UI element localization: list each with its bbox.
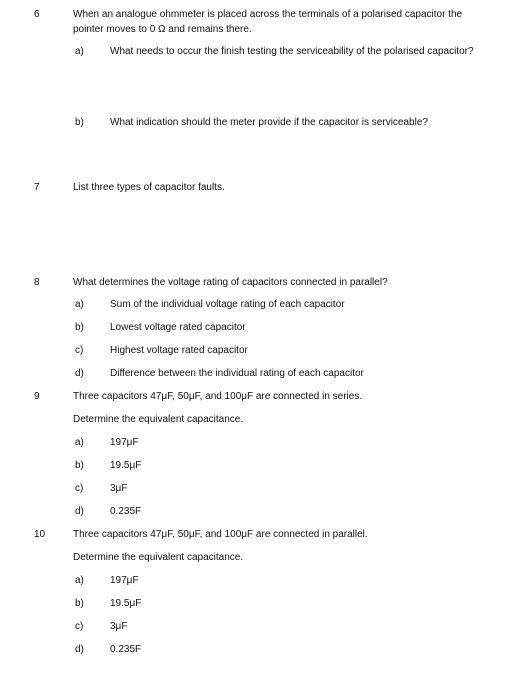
- part-letter: b): [75, 117, 84, 128]
- option-text: Difference between the individual rating of each capacitor: [110, 368, 364, 379]
- option-letter: b): [75, 460, 84, 471]
- question-stem-line: List three types of capacitor faults.: [73, 182, 225, 193]
- option-text: 3μF: [110, 483, 128, 494]
- option-letter: d): [75, 644, 84, 655]
- question-stem-line: When an analogue ohmmeter is placed across the terminals of a polarised capacitor the: [73, 9, 463, 20]
- part-letter: a): [75, 46, 84, 57]
- option-letter: d): [75, 368, 84, 379]
- option-letter: a): [75, 575, 84, 586]
- option-letter: b): [75, 598, 84, 609]
- option-letter: a): [75, 299, 84, 310]
- question-number: 6: [34, 9, 40, 20]
- option-text: Lowest voltage rated capacitor: [110, 322, 246, 333]
- question-number: 7: [34, 182, 40, 193]
- part-text: What indication should the meter provide if the capacitor is serviceable?: [110, 117, 428, 128]
- question-number: 8: [34, 277, 40, 288]
- option-letter: b): [75, 322, 84, 333]
- option-text: 19.5μF: [110, 460, 142, 471]
- option-text: 0.235F: [110, 506, 142, 517]
- option-text: 19.5μF: [110, 598, 142, 609]
- option-text: Sum of the individual voltage rating of each capacitor: [110, 299, 345, 310]
- option-letter: d): [75, 506, 84, 517]
- question-stem-line: pointer moves to 0 Ω and remains there.: [73, 24, 252, 35]
- question-stem-line: Determine the equivalent capacitance.: [73, 414, 244, 425]
- option-letter: a): [75, 437, 84, 448]
- option-text: Highest voltage rated capacitor: [110, 345, 248, 356]
- question-number: 10: [34, 529, 46, 540]
- option-letter: c): [75, 483, 84, 494]
- question-stem-line: Three capacitors 47μF, 50μF, and 100μF are connected in series.: [73, 391, 363, 402]
- question-stem-line: Three capacitors 47μF, 50μF, and 100μF are connected in parallel.: [73, 529, 368, 540]
- option-text: 197μF: [110, 575, 139, 586]
- question-number: 9: [34, 391, 40, 402]
- part-text: What needs to occur the finish testing the serviceability of the polarised capacitor?: [110, 46, 474, 57]
- option-letter: c): [75, 621, 84, 632]
- option-text: 197μF: [110, 437, 139, 448]
- option-text: 0.235F: [110, 644, 142, 655]
- question-stem-line: Determine the equivalent capacitance.: [73, 552, 244, 563]
- option-letter: c): [75, 345, 84, 356]
- question-stem-line: What determines the voltage rating of capacitors connected in parallel?: [73, 277, 388, 288]
- option-text: 3μF: [110, 621, 128, 632]
